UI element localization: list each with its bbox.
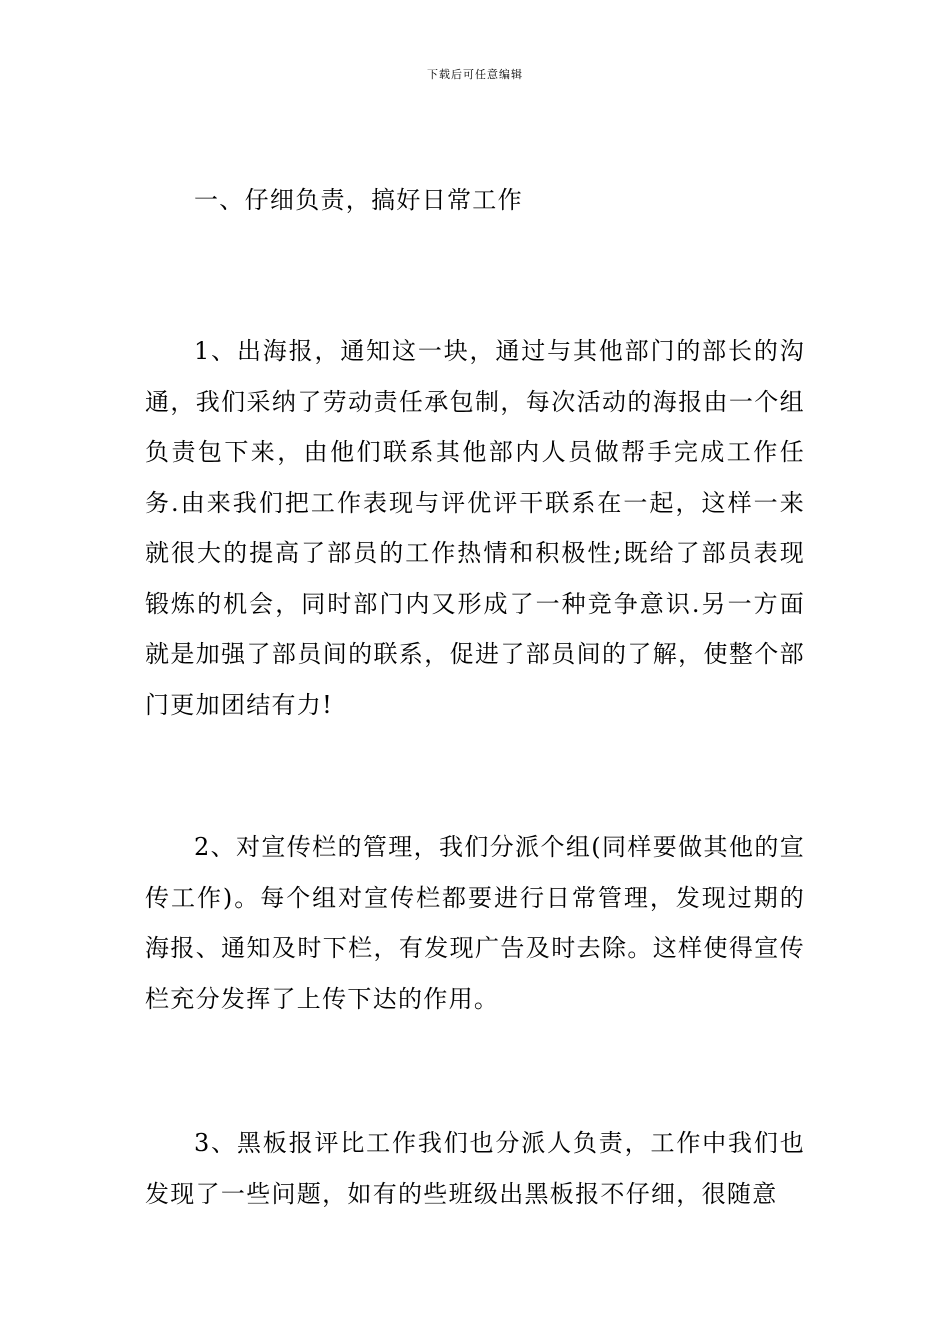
section-heading: 一、仔细负责，搞好日常工作 bbox=[194, 186, 523, 214]
header-note: 下载后可任意编辑 bbox=[427, 68, 523, 81]
paragraph-1: 1、出海报，通知这一块，通过与其他部门的部长的沟通，我们采纳了劳动责任承包制，每次活动的海报由一个组负责包下来，由他们联系其他部内人员做帮手完成工作任务.由来我们把工作表现与评优评干联系在一起，这样一来就很大的提高了部员的工作热情和积极性;既给了部员表现锻炼的机会，同时部门内又形成了一种竞争意识.另一方面就是加强了部员间的联系，促进了部员间的了解，使整个部门更加团结有力! bbox=[145, 337, 805, 719]
paragraph-2: 2、对宣传栏的管理，我们分派个组(同样要做其他的宣传工作)。每个组对宣传栏都要进行日常管理，发现过期的海报、通知及时下栏，有发现广告及时去除。这样使得宣传栏充分发挥了上传下达的作用。 bbox=[145, 833, 805, 1013]
paragraph-3: 3、黑板报评比工作我们也分派人负责，工作中我们也发现了一些问题，如有的些班级出黑板报不仔细，很随意 bbox=[145, 1129, 805, 1208]
